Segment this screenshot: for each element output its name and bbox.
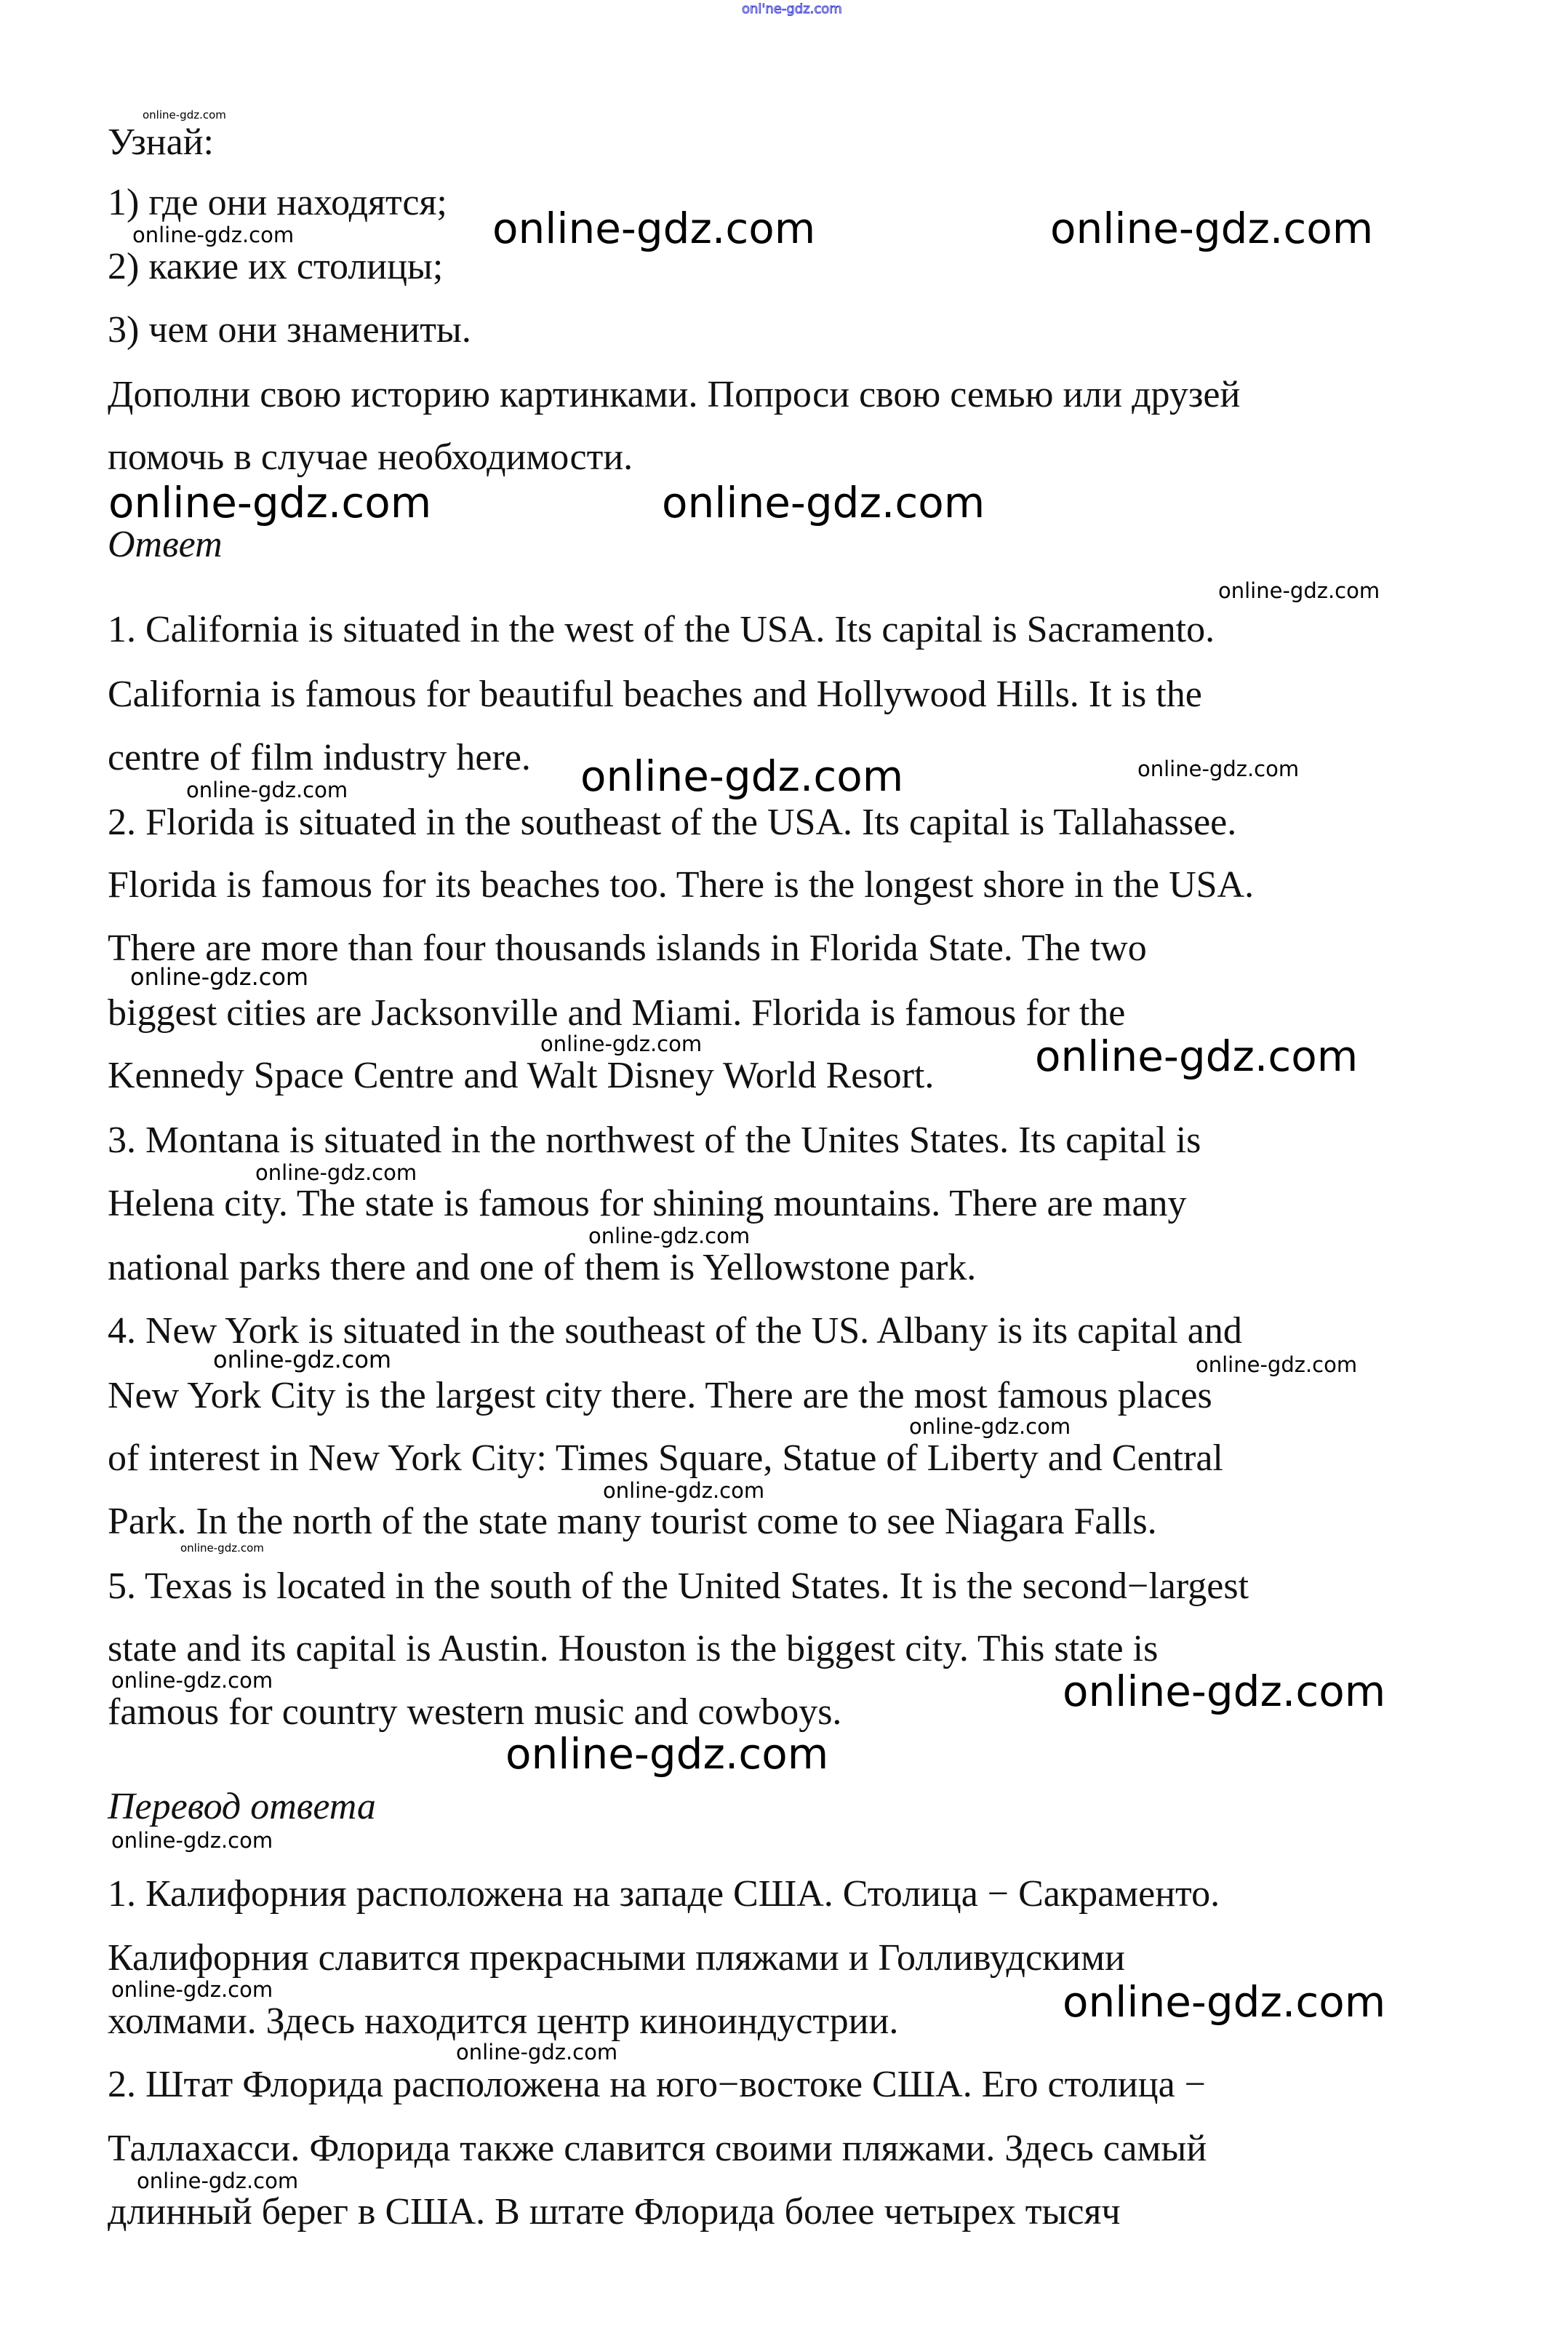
answer-line: New York City is the largest city there. There are the most famous places [108, 1375, 1212, 1416]
task-item: 1) где они находятся; [108, 182, 447, 223]
translation-line: Таллахасси. Флорида также славится своими пляжами. Здесь самый [108, 2128, 1207, 2169]
answer-line: 1. California is situated in the west of the USA. Its capital is Sacramento. [108, 609, 1215, 650]
answer-line: of interest in New York City: Times Square, Statue of Liberty and Central [108, 1437, 1223, 1479]
watermark-text: online-gdz.com [1218, 578, 1380, 603]
watermark-text: online-gdz.com [108, 478, 432, 527]
answer-line: national parks there and one of them is Yellowstone park. [108, 1247, 977, 1288]
task-note: Дополни свою историю картинками. Попроси свою семью или друзей [108, 374, 1241, 415]
answer-line: California is famous for beautiful beaches and Hollywood Hills. It is the [108, 674, 1202, 715]
watermark-text: online-gdz.com [1196, 1352, 1358, 1377]
watermark-text: online-gdz.com [143, 108, 226, 121]
translation-line: 2. Штат Флорида расположена на юго−востоке США. Его столица − [108, 2064, 1206, 2105]
watermark-text: online-gdz.com [505, 1729, 829, 1779]
watermark-text: online-gdz.com [1063, 1667, 1386, 1716]
watermark-text: online-gdz.com [588, 1224, 751, 1248]
answer-heading: Ответ [108, 524, 223, 565]
translation-line: холмами. Здесь находится центр киноиндустрии. [108, 2000, 899, 2042]
watermark-text: online-gdz.com [1050, 204, 1374, 253]
watermark-text: online-gdz.com [603, 1478, 765, 1503]
watermark-text: online-gdz.com [111, 1828, 273, 1853]
answer-line: There are more than four thousands islands in Florida State. The two [108, 927, 1147, 969]
translation-heading: Перевод ответа [108, 1786, 376, 1827]
watermark-text: online-gdz.com [1063, 1977, 1386, 2027]
answer-line: biggest cities are Jacksonville and Miami. Florida is famous for the [108, 992, 1126, 1034]
translation-line: 1. Калифорния расположена на западе США. Столица − Сакраменто. [108, 1873, 1220, 1915]
watermark-text: online-gdz.com [137, 2169, 299, 2193]
watermark-text: online-gdz.com [213, 1346, 392, 1373]
answer-line: Helena city. The state is famous for shining mountains. There are many [108, 1183, 1187, 1224]
answer-line: 3. Montana is situated in the northwest of the Unites States. Its capital is [108, 1120, 1201, 1161]
task-heading: Узнай: [108, 121, 214, 163]
watermark-text: online-gdz.com [1035, 1032, 1359, 1081]
watermark-text: online-gdz.com [111, 1977, 273, 2002]
watermark-text: online-gdz.com [186, 778, 348, 802]
watermark-text: online-gdz.com [456, 2040, 618, 2064]
translation-line: длинный берег в США. В штате Флорида более четырех тысяч [108, 2191, 1121, 2233]
answer-line: 2. Florida is situated in the southeast of the USA. Its capital is Tallahassee. [108, 802, 1237, 843]
answer-line: 4. New York is situated in the southeast of the US. Albany is its capital and [108, 1310, 1242, 1352]
watermark-text: online-gdz.com [180, 1541, 264, 1555]
watermark-text: online-gdz.com [580, 751, 904, 801]
answer-line: Florida is famous for its beaches too. There is the longest shore in the USA. [108, 864, 1255, 906]
answer-line: 5. Texas is located in the south of the United States. It is the second−largest [108, 1565, 1249, 1607]
watermark-text: online-gdz.com [492, 204, 816, 253]
task-item: 2) какие их столицы; [108, 246, 444, 287]
answer-line: famous for country western music and cowboys. [108, 1691, 842, 1733]
watermark-text: online-gdz.com [255, 1160, 417, 1185]
watermark-text: online-gdz.com [909, 1414, 1071, 1439]
watermark-text: online-gdz.com [1137, 757, 1300, 781]
answer-line: Kennedy Space Centre and Walt Disney World Resort. [108, 1055, 935, 1096]
translation-line: Калифорния славится прекрасными пляжами и Голливудскими [108, 1937, 1125, 1979]
task-note: помочь в случае необходимости. [108, 436, 633, 478]
answer-line: centre of film industry here. [108, 737, 531, 778]
watermark-text: online-gdz.com [540, 1032, 703, 1056]
watermark-text: online-gdz.com [130, 963, 309, 991]
watermark-text: online-gdz.com [111, 1668, 273, 1693]
answer-line: Park. In the north of the state many tourist come to see Niagara Falls. [108, 1501, 1157, 1542]
watermark-text: online-gdz.com [662, 478, 985, 527]
answer-line: state and its capital is Austin. Houston is the biggest city. This state is [108, 1628, 1159, 1669]
watermark-top-text: onl'ne-gdz.com [742, 1, 842, 17]
watermark-text: online-gdz.com [132, 223, 295, 247]
task-item: 3) чем они знамениты. [108, 309, 471, 351]
